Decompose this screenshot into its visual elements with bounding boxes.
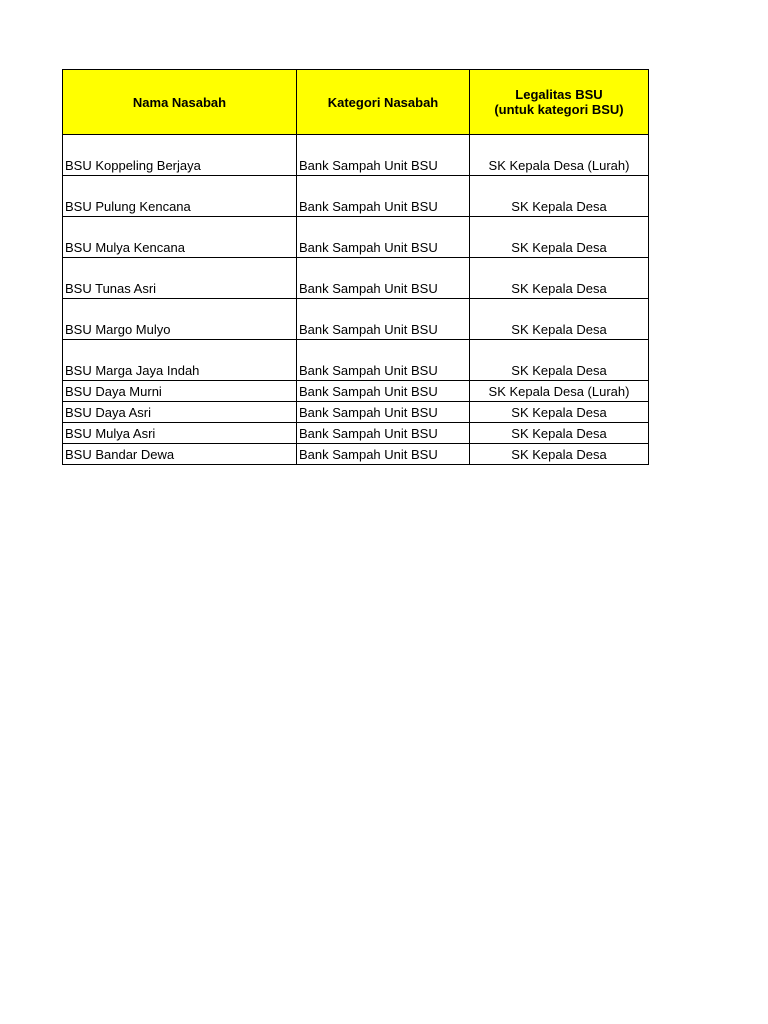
cell-kategori: Bank Sampah Unit BSU [297,217,470,258]
table-row [63,444,649,465]
cell-kategori: Bank Sampah Unit BSU [297,402,470,423]
cell-kategori: Bank Sampah Unit BSU [297,135,470,176]
cell-legalitas: SK Kepala Desa (Lurah) [470,135,649,176]
cell-nama: BSU Daya Murni [63,381,297,402]
header-legalitas-line1: Legalitas BSU [515,87,603,102]
cell-nama: BSU Margo Mulyo [63,299,297,340]
cell-legalitas: SK Kepala Desa [470,444,649,465]
cell-nama: BSU Tunas Asri [63,258,297,299]
table-row [63,402,649,423]
table-row [63,217,649,258]
cell-legalitas: SK Kepala Desa [470,423,649,444]
cell-kategori: Bank Sampah Unit BSU [297,258,470,299]
header-row [63,70,649,135]
table-row [63,258,649,299]
cell-legalitas: SK Kepala Desa [470,340,649,381]
cell-nama: BSU Daya Asri [63,402,297,423]
header-kategori-nasabah: Kategori Nasabah [297,70,470,135]
table-row [63,340,649,381]
cell-nama: BSU Marga Jaya Indah [63,340,297,381]
cell-nama: BSU Mulya Asri [63,423,297,444]
cell-legalitas: SK Kepala Desa [470,176,649,217]
cell-nama: BSU Bandar Dewa [63,444,297,465]
cell-kategori: Bank Sampah Unit BSU [297,299,470,340]
cell-kategori: Bank Sampah Unit BSU [297,381,470,402]
cell-nama: BSU Koppeling Berjaya [63,135,297,176]
table-row [63,135,649,176]
table-row [63,176,649,217]
cell-kategori: Bank Sampah Unit BSU [297,423,470,444]
table-row [63,423,649,444]
cell-legalitas: SK Kepala Desa (Lurah) [470,381,649,402]
cell-nama: BSU Pulung Kencana [63,176,297,217]
header-legalitas-line2: (untuk kategori BSU) [494,102,624,117]
spreadsheet-page [62,69,648,465]
cell-kategori: Bank Sampah Unit BSU [297,176,470,217]
cell-kategori: Bank Sampah Unit BSU [297,340,470,381]
cell-legalitas: SK Kepala Desa [470,217,649,258]
cell-legalitas: SK Kepala Desa [470,402,649,423]
cell-nama: BSU Mulya Kencana [63,217,297,258]
header-nama-nasabah: Nama Nasabah [63,70,297,135]
cell-kategori: Bank Sampah Unit BSU [297,444,470,465]
table-row [63,381,649,402]
nasabah-table [62,69,649,465]
table-row [63,299,649,340]
cell-legalitas: SK Kepala Desa [470,299,649,340]
cell-legalitas: SK Kepala Desa [470,258,649,299]
header-legalitas-bsu [470,70,649,135]
